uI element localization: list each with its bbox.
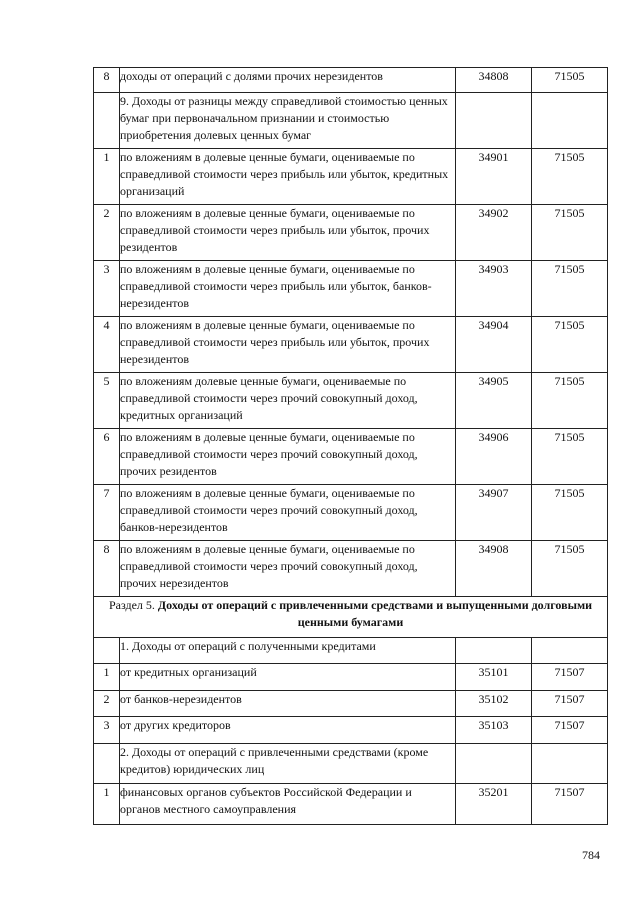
row-number: 8 [94,68,120,93]
empty-cell [532,93,608,149]
account-code: 34808 [456,68,532,93]
row-description: по вложениям в долевые ценные бумаги, оцениваемые по справедливой стоимости через прибыль или убыток, банков-нерезидентов [120,261,456,317]
empty-cell [456,744,532,784]
empty-cell [456,638,532,664]
account-symbol: 71505 [532,205,608,261]
subheading-row [94,93,608,149]
table-row [94,784,608,825]
table-row [94,691,608,717]
row-description: по вложениям в долевые ценные бумаги, оцениваемые по справедливой стоимости через прочий совокупный доход, банков-нерезидентов [120,485,456,541]
account-symbol: 71507 [532,691,608,717]
row-description: по вложениям в долевые ценные бумаги, оцениваемые по справедливой стоимости через прочий совокупный доход, прочих резидентов [120,429,456,485]
account-code: 35101 [456,664,532,691]
row-number: 1 [94,149,120,205]
account-code: 34908 [456,541,532,597]
account-symbol: 71507 [532,784,608,825]
row-number: 3 [94,261,120,317]
row-description: доходы от операций с долями прочих нерезидентов [120,68,456,93]
account-code: 34904 [456,317,532,373]
account-code: 34901 [456,149,532,205]
account-symbol: 71505 [532,317,608,373]
row-description: от банков-нерезидентов [120,691,456,717]
subheading-text: 9. Доходы от разницы между справедливой стоимостью ценных бумаг при первоначальном признании и стоимостью приобретения долевых ценных бумаг [120,93,456,149]
row-description: от кредитных организаций [120,664,456,691]
account-code: 34905 [456,373,532,429]
row-number: 4 [94,317,120,373]
subheading-text: 1. Доходы от операций с полученными кредитами [120,638,456,664]
account-symbol: 71505 [532,541,608,597]
account-symbol: 71505 [532,149,608,205]
empty-cell [456,93,532,149]
page-number: 784 [582,848,600,862]
section-header-row [94,597,608,638]
account-symbol: 71505 [532,429,608,485]
row-number: 6 [94,429,120,485]
table-row [94,485,608,541]
account-code: 34906 [456,429,532,485]
subheading-row [94,744,608,784]
account-code: 34903 [456,261,532,317]
accounts-table [93,67,608,825]
subheading-row [94,638,608,664]
empty-cell [532,638,608,664]
section-title [94,597,608,638]
section-prefix: Раздел 5. [108,598,158,612]
account-symbol: 71505 [532,485,608,541]
row-description: от других кредиторов [120,717,456,744]
empty-cell [532,744,608,784]
account-code: 34902 [456,205,532,261]
row-number: 5 [94,373,120,429]
account-symbol: 71505 [532,373,608,429]
row-description: по вложениям долевые ценные бумаги, оцениваемые по справедливой стоимости через прочий совокупный доход, кредитных организаций [120,373,456,429]
account-symbol: 71507 [532,664,608,691]
table-row [94,717,608,744]
table-row [94,317,608,373]
account-symbol: 71507 [532,717,608,744]
table-row [94,205,608,261]
table-row [94,261,608,317]
empty-cell [94,638,120,664]
account-code: 35102 [456,691,532,717]
account-code: 35201 [456,784,532,825]
section-title-text: Доходы от операций с привлеченными средствами и выпущенными долговыми ценными бумагами [157,598,593,629]
account-symbol: 71505 [532,68,608,93]
row-description: по вложениям в долевые ценные бумаги, оцениваемые по справедливой стоимости через прибыль или убыток, прочих нерезидентов [120,317,456,373]
account-code: 35103 [456,717,532,744]
subheading-text: 2. Доходы от операций с привлеченными средствами (кроме кредитов) юридических лиц [120,744,456,784]
row-number: 7 [94,485,120,541]
table-row [94,664,608,691]
row-number: 3 [94,717,120,744]
table-row [94,541,608,597]
row-description: финансовых органов субъектов Российской Федерации и органов местного самоуправления [120,784,456,825]
row-number: 1 [94,664,120,691]
table-row [94,429,608,485]
account-code: 34907 [456,485,532,541]
row-number: 8 [94,541,120,597]
table-row [94,373,608,429]
row-number: 2 [94,205,120,261]
row-description: по вложениям в долевые ценные бумаги, оцениваемые по справедливой стоимости через прочий совокупный доход, прочих нерезидентов [120,541,456,597]
table-row [94,68,608,93]
row-description: по вложениям в долевые ценные бумаги, оцениваемые по справедливой стоимости через прибыль или убыток, кредитных организаций [120,149,456,205]
table-row [94,149,608,205]
row-description: по вложениям в долевые ценные бумаги, оцениваемые по справедливой стоимости через прибыль или убыток, прочих резидентов [120,205,456,261]
empty-cell [94,93,120,149]
empty-cell [94,744,120,784]
account-symbol: 71505 [532,261,608,317]
row-number: 2 [94,691,120,717]
row-number: 1 [94,784,120,825]
